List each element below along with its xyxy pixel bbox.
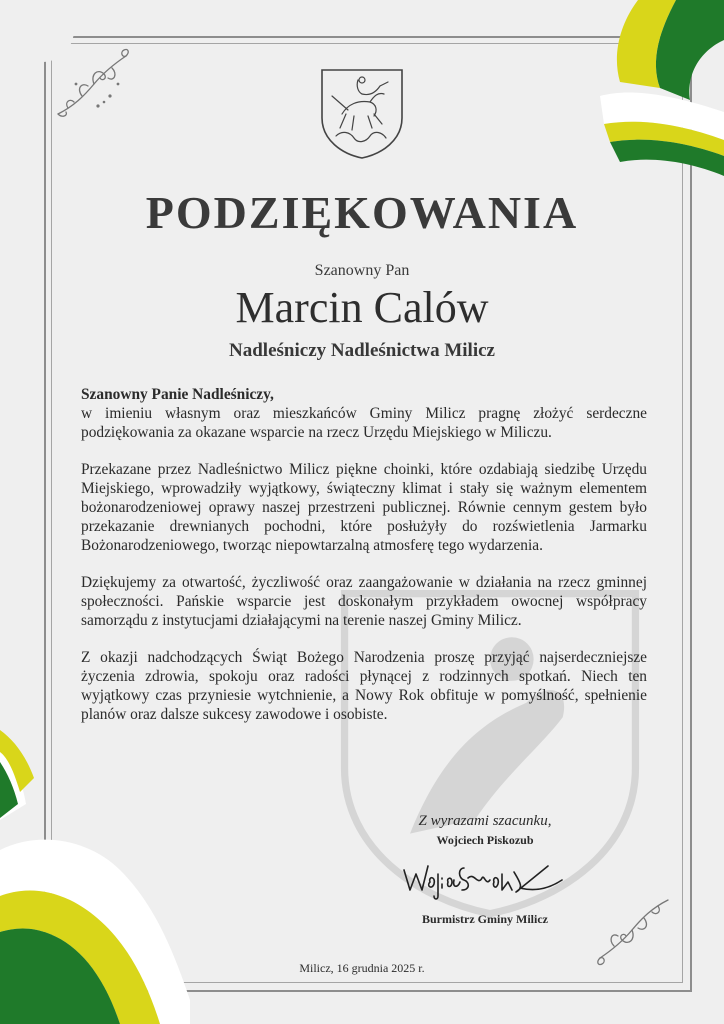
handwritten-signature-icon [398, 852, 568, 904]
ribbon-top-right-icon [590, 0, 724, 180]
closing-line: Z wyrazami szacunku, [418, 813, 552, 829]
signer-title: Burmistrz Gminy Milicz [422, 912, 548, 926]
paragraph-3: Dziękujemy za otwartość, życzliwość oraz zaangażowanie w działania na rzecz gminnej społeczności. Pańskie wsparcie jest doskonałym przykładem owocnej współpracy samorządu z instytucjami działającymi na terenie naszej Gminy Milicz. [81, 574, 647, 629]
recipient-name: Marcin Calów [235, 283, 489, 332]
signer-name: Wojciech Piskozub [436, 833, 534, 847]
paragraph-1 [81, 385, 647, 442]
letter-body [81, 385, 647, 742]
paragraph-4: Z okazji nadchodzących Świąt Bożego Narodzenia proszę przyjąć najserdeczniejsze życzenia zdrowia, spokoju oraz radości płynącej z rodzinnych spotkań. Niech ten wyjątkowy czas przyniesie wytchnienie, a Nowy Rok obfituje w pomyślność, spełnienie planów oraz dalsze sukcesy zawodowe i osobiste. [81, 649, 647, 723]
greeting: Szanowny Panie Nadleśniczy, [81, 386, 274, 403]
flourish-top-left-icon [54, 44, 136, 120]
recipient-role: Nadleśniczy Nadleśnictwa Milicz [229, 340, 495, 361]
paragraph-2: Przekazane przez Nadleśnictwo Milicz piękne choinki, które ozdabiają siedzibę Urzędu Miejskiego, wprowadziły wyjątkowy, świąteczny klimat i stały się ważnym elementem bożonarodzeniowej oprawy naszej przestrzeni publicznej. Równie cennym gestem było przekazanie drewnianych pochodni, które posłużyły do rozświetlenia Jarmarku Bożonarodzeniowego, tworząc niepowtarzalną atmosferę tego wydarzenia. [81, 461, 647, 554]
paragraph-text: w imieniu własnym oraz mieszkańców Gminy Milicz pragnę złożyć serdeczne podziękowania za okazane wsparcie na rzecz Urzędu Miejskiego w Miliczu. [81, 405, 647, 441]
document-title: PODZIĘKOWANIA [145, 187, 579, 238]
recipient-salutation: Szanowny Pan [314, 262, 410, 279]
closing-block [360, 813, 610, 848]
coat-of-arms-st-george-icon [318, 66, 406, 160]
place-and-date: Milicz, 16 grudnia 2025 r. [299, 961, 425, 975]
